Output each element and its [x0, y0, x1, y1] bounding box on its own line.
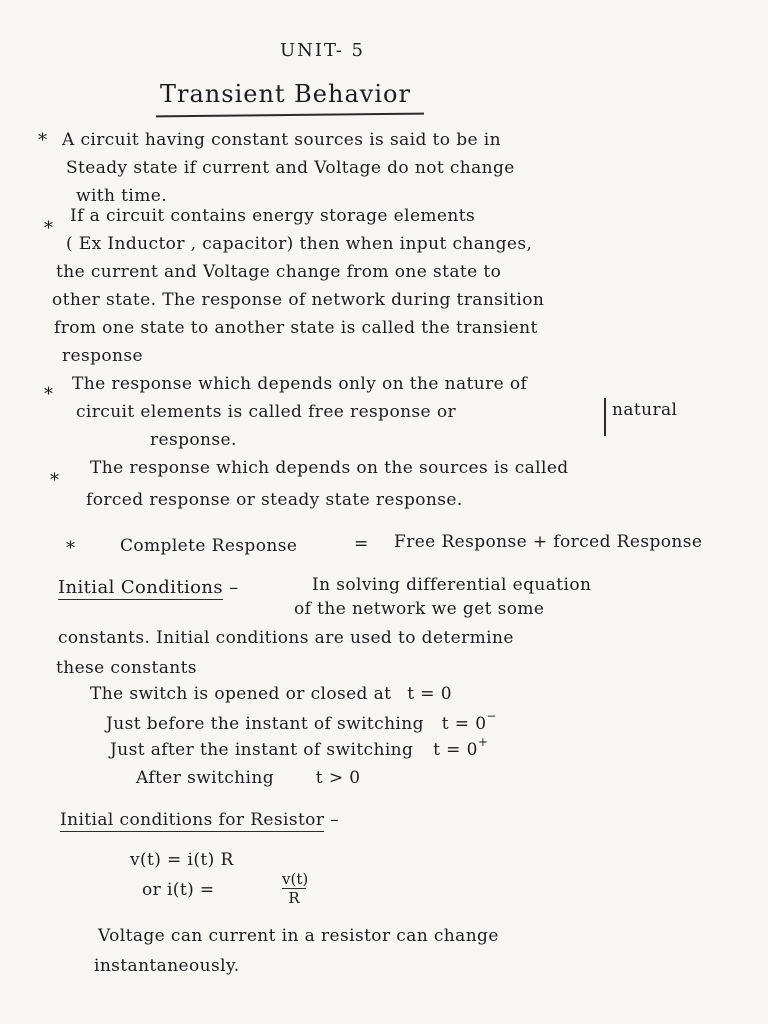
case-label: After switching — [136, 768, 274, 788]
switch-case-line — [136, 768, 361, 788]
note-line: the current and Voltage change from one state to — [56, 262, 502, 282]
switch-case-line — [110, 735, 489, 760]
section-heading-resistor — [60, 810, 339, 830]
note-line: these constants — [56, 658, 197, 678]
note-line: If a circuit contains energy storage elements — [70, 206, 476, 226]
note-line: from one state to another state is called the transient — [54, 318, 538, 338]
vertical-stroke — [604, 398, 606, 436]
equals-sign: = — [354, 534, 369, 554]
section-heading-initial-conditions — [58, 577, 239, 598]
bullet-marker: * — [44, 384, 53, 405]
bullet-marker: * — [38, 130, 47, 151]
complete-response-label: Complete Response — [120, 536, 298, 556]
resistor-equation-1: v(t) = i(t) R — [130, 850, 234, 870]
page-title: Transient Behavior — [160, 80, 411, 108]
note-line: The response which depends only on the nature of — [72, 374, 528, 394]
note-line: instantaneously. — [94, 956, 240, 976]
heading-dash: – — [229, 577, 239, 598]
note-line: other state. The response of network during transition — [52, 290, 545, 310]
note-line: A circuit having constant sources is said to be in — [62, 130, 501, 150]
note-line: of the network we get some — [294, 599, 545, 619]
note-line: with time. — [76, 186, 168, 206]
note-line: response — [62, 346, 143, 366]
case-superscript: + — [477, 735, 489, 749]
bullet-marker: * — [66, 538, 75, 559]
case-label: Just after the instant of switching — [110, 740, 414, 760]
case-superscript: − — [486, 709, 497, 723]
note-line: circuit elements is called free response or — [76, 402, 456, 422]
note-line: The response which depends on the sources is called — [90, 458, 569, 478]
note-line: Steady state if current and Voltage do not change — [66, 158, 515, 178]
unit-label: UNIT- 5 — [280, 40, 365, 61]
note-line: constants. Initial conditions are used to determine — [58, 628, 514, 648]
resistor-equation-2-lhs: or i(t) = — [142, 880, 215, 900]
heading-text: Initial Conditions — [58, 577, 223, 598]
fraction-numerator: v(t) — [282, 870, 309, 888]
fraction-denominator: R — [288, 889, 300, 907]
complete-response-formula: Free Response + forced Response — [394, 532, 703, 552]
bullet-marker: * — [44, 218, 53, 239]
note-line: forced response or steady state response. — [86, 490, 463, 510]
note-line: response. — [150, 430, 237, 450]
heading-dash: – — [330, 810, 340, 830]
switch-case-line — [90, 684, 452, 704]
switch-case-line — [106, 709, 497, 734]
note-line: natural — [612, 400, 678, 420]
note-line: ( Ex Inductor , capacitor) then when input changes, — [66, 234, 533, 254]
fraction — [282, 870, 309, 907]
case-condition: t = 0 — [441, 714, 487, 734]
bullet-marker: * — [50, 470, 59, 491]
case-label: Just before the instant of switching — [106, 714, 424, 734]
title-underline — [156, 113, 424, 118]
heading-text: Initial conditions for Resistor — [60, 810, 325, 830]
case-condition: t = 0 — [433, 740, 478, 760]
note-line: In solving differential equation — [312, 575, 592, 595]
case-condition: t > 0 — [315, 768, 361, 788]
case-condition: t = 0 — [407, 684, 452, 704]
case-label: The switch is opened or closed at — [90, 684, 392, 704]
note-line: Voltage can current in a resistor can change — [98, 926, 499, 946]
